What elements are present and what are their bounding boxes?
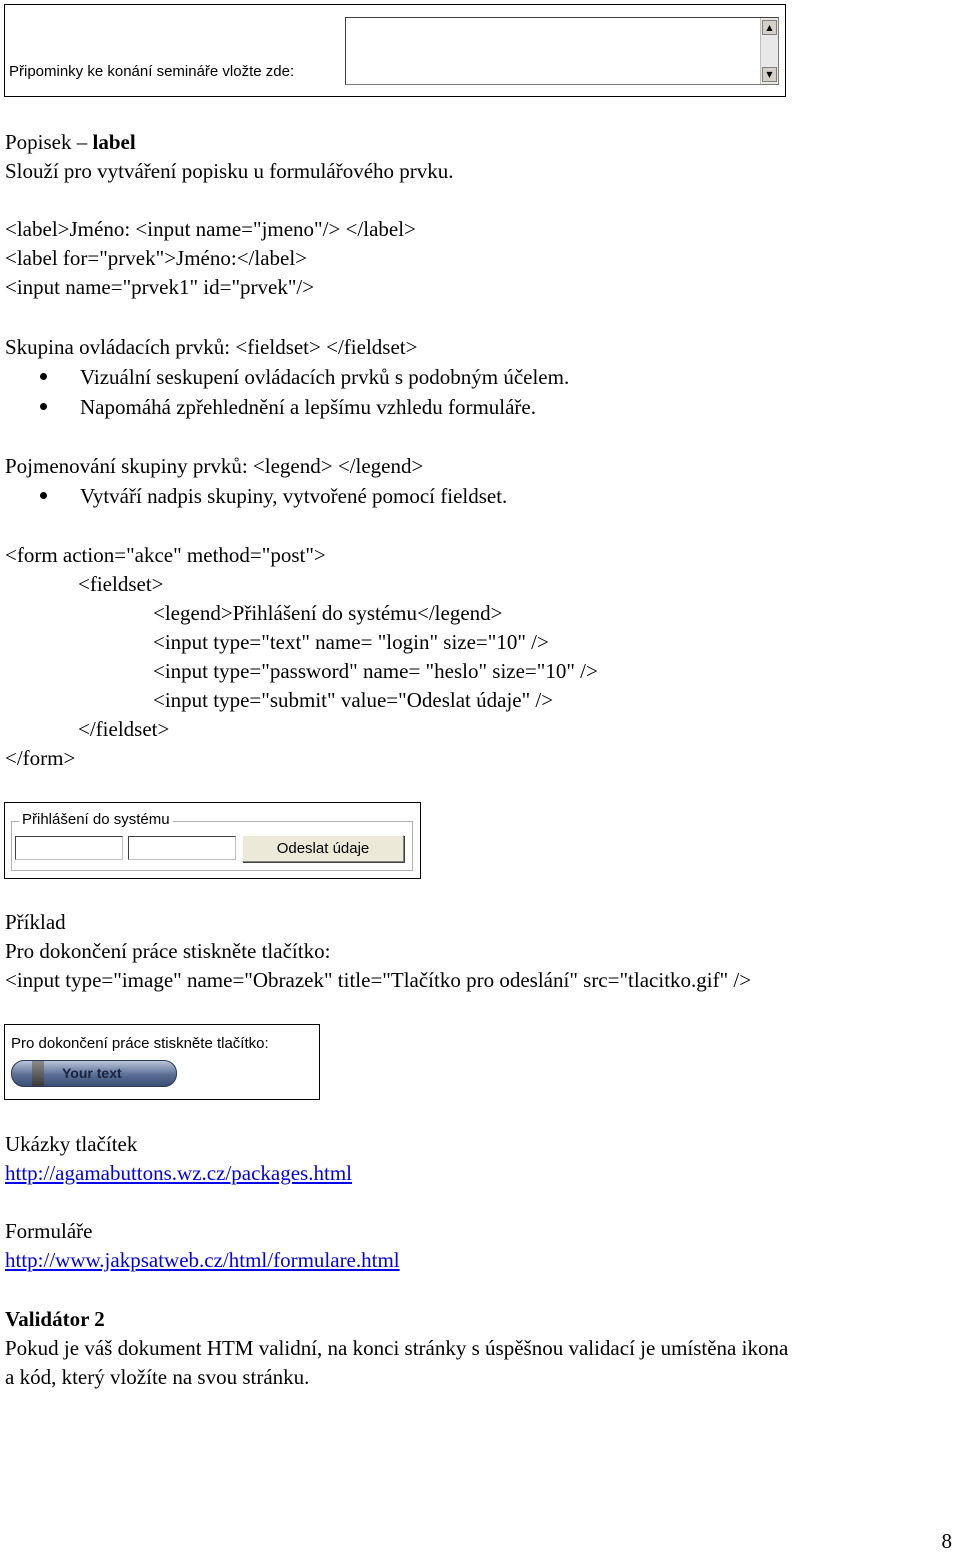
image-button-screenshot	[4, 1024, 320, 1100]
image-button-label: Pro dokončení práce stiskněte tlačítko:	[11, 1035, 269, 1052]
bullet-icon	[40, 373, 47, 380]
code-line: <label for="prvek">Jméno:</label>	[5, 246, 308, 270]
scroll-up-icon[interactable]: ▲	[762, 20, 777, 35]
list-item: Vizuální seskupení ovládacích prvků s podobným účelem.	[80, 365, 570, 389]
textarea-scrollbar[interactable]	[760, 18, 778, 84]
example-text: Pro dokončení práce stiskněte tlačítko:	[5, 939, 331, 963]
label-description: Slouží pro vytváření popisku u formulářového prvku.	[5, 159, 454, 183]
code-line: <input type="submit" value="Odeslat údaje" />	[153, 688, 554, 712]
button-cap-icon	[32, 1061, 44, 1086]
jakpsatweb-link[interactable]: http://www.jakpsatweb.cz/html/formulare.html	[5, 1248, 400, 1272]
example-heading: Příklad	[5, 910, 66, 934]
bullet-icon	[40, 492, 47, 499]
forms-heading: Formuláře	[5, 1219, 93, 1243]
fieldset-legend: Přihlášení do systému	[19, 811, 173, 829]
code-line: <input type="text" name= "login" size="10" />	[153, 630, 549, 654]
agamabuttons-link[interactable]: http://agamabuttons.wz.cz/packages.html	[5, 1161, 352, 1185]
buttons-heading: Ukázky tlačítek	[5, 1132, 138, 1156]
list-item: Napomáhá zpřehlednění a lepšímu vzhledu formuláře.	[80, 395, 536, 419]
image-button[interactable]	[11, 1060, 177, 1087]
password-input[interactable]	[128, 836, 236, 860]
code-line: <input name="prvek1" id="prvek"/>	[5, 275, 315, 299]
textarea-label: Připominky ke konání semináře vložte zde:	[9, 63, 295, 80]
list-item: Vytváří nadpis skupiny, vytvořené pomocí fieldset.	[80, 484, 508, 508]
code-line: </fieldset>	[78, 717, 170, 741]
validator-text: Pokud je váš dokument HTM validní, na konci stránky s úspěšnou validací je umístěna ikona	[5, 1336, 789, 1360]
label-heading: Popisek – label	[5, 130, 136, 154]
code-line: <legend>Přihlášení do systému</legend>	[153, 601, 503, 625]
code-line: <fieldset>	[78, 572, 164, 596]
image-button-text: Your text	[62, 1065, 122, 1081]
code-line: <form action="akce" method="post">	[5, 543, 326, 567]
comment-textarea[interactable]	[345, 17, 779, 85]
submit-button[interactable]: Odeslat údaje	[242, 835, 404, 862]
legend-heading: Pojmenování skupiny prvků: <legend> </legend>	[5, 454, 424, 478]
fieldset-heading: Skupina ovládacích prvků: <fieldset> </fieldset>	[5, 335, 418, 359]
textarea-screenshot	[4, 4, 786, 97]
fieldset-screenshot	[4, 802, 421, 879]
bullet-icon	[40, 403, 47, 410]
scroll-down-icon[interactable]: ▼	[762, 67, 777, 82]
validator-text: a kód, který vložíte na svou stránku.	[5, 1365, 310, 1389]
login-input[interactable]	[15, 836, 123, 860]
code-line: <label>Jméno: <input name="jmeno"/> </label>	[5, 217, 416, 241]
code-line: <input type="password" name= "heslo" size="10" />	[153, 659, 598, 683]
code-line: </form>	[5, 746, 76, 770]
validator-heading: Validátor 2	[5, 1307, 105, 1331]
page-number: 8	[941, 1529, 952, 1553]
code-line: <input type="image" name="Obrazek" title="Tlačítko pro odeslání" src="tlacitko.gif" />	[5, 968, 752, 992]
